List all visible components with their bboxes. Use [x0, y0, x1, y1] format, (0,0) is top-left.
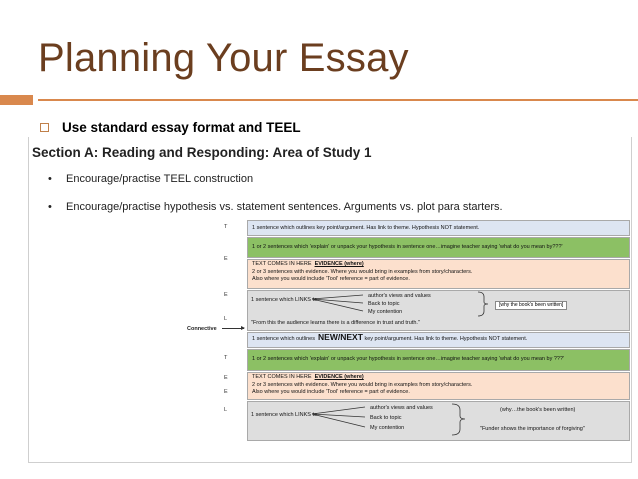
doc-bullet-text: Encourage/practise TEEL construction	[66, 173, 254, 185]
link-quote: "Funder shows the importance of forgiving"	[480, 426, 585, 432]
link-target-topic: Back to topic	[368, 301, 400, 307]
topic-row: 1 sentence which outlines NEW/NEXT key point/argument. Has link to theme. Hypothesis NOT statement.	[247, 332, 630, 348]
evidence-row: TEXT COMES IN HERE EVIDENCE (where) 2 or 3 sentences with evidence. Where you would bring in examples from story/characters. Also where you would include 'Tool' reference = part of evidence.	[247, 372, 630, 400]
bullet-item	[40, 120, 301, 135]
why-label: (why…the book's been written)	[500, 407, 576, 413]
dot-icon: •	[48, 201, 52, 213]
explain-row: 1 or 2 sentences which 'explain' or unpack your hypothesis in sentence one…imagine teacher saying 'what do you mean by???'	[247, 237, 630, 258]
bullet-text: Use standard essay format and TEEL	[62, 120, 301, 135]
doc-bullet-1	[48, 173, 253, 185]
page-title: Planning Your Essay	[38, 36, 409, 80]
square-bullet-icon	[40, 123, 49, 132]
link-quote: "From this the audience learns there is a difference in trust and truth."	[251, 320, 420, 326]
link-target-views: author's views and values	[370, 405, 433, 411]
link-target-contention: My contention	[370, 425, 405, 431]
topic-row: 1 sentence which outlines key point/argument. Has link to theme. Hypothesis NOT statement.	[247, 220, 630, 236]
teel-letter-t: T	[224, 355, 228, 361]
why-box: [why the book's been written]	[495, 301, 567, 310]
teel-letter-e: E	[224, 256, 228, 262]
doc-bullet-2	[48, 201, 503, 213]
teel-letter-e: E	[224, 292, 228, 298]
link-target-contention: My contention	[368, 309, 403, 315]
dot-icon: •	[48, 173, 52, 185]
teel-letter-e: E	[224, 389, 228, 395]
teel-letter-t: T	[224, 224, 228, 230]
connective-arrow	[222, 328, 244, 329]
doc-bullet-text: Encourage/practise hypothesis vs. statement sentences. Arguments vs. plot para starters.	[66, 201, 503, 213]
teel-letter-l: L	[224, 316, 228, 322]
link-target-topic: Back to topic	[370, 415, 402, 421]
explain-row: 1 or 2 sentences which 'explain' or unpack your hypothesis in sentence one…imagine teacher saying 'what do you mean by ???'	[247, 349, 630, 371]
section-heading: Section A: Reading and Responding: Area of Study 1	[32, 145, 372, 160]
title-rule-accent	[0, 95, 33, 105]
link-text: 1 sentence which LINKS to	[251, 297, 318, 303]
teel-letter-l: L	[224, 407, 228, 413]
link-text: 1 sentence which LINKS to	[251, 412, 318, 418]
link-target-views: author's views and values	[368, 293, 431, 299]
connective-label: Connective	[187, 326, 217, 332]
evidence-row: TEXT COMES IN HERE EVIDENCE (where) 2 or 3 sentences with evidence. Where you would bring in examples from story/characters. Also where you would include 'Tool' reference = part of evidence.	[247, 259, 630, 289]
teel-letter-e: E	[224, 375, 228, 381]
title-rule	[38, 99, 638, 101]
